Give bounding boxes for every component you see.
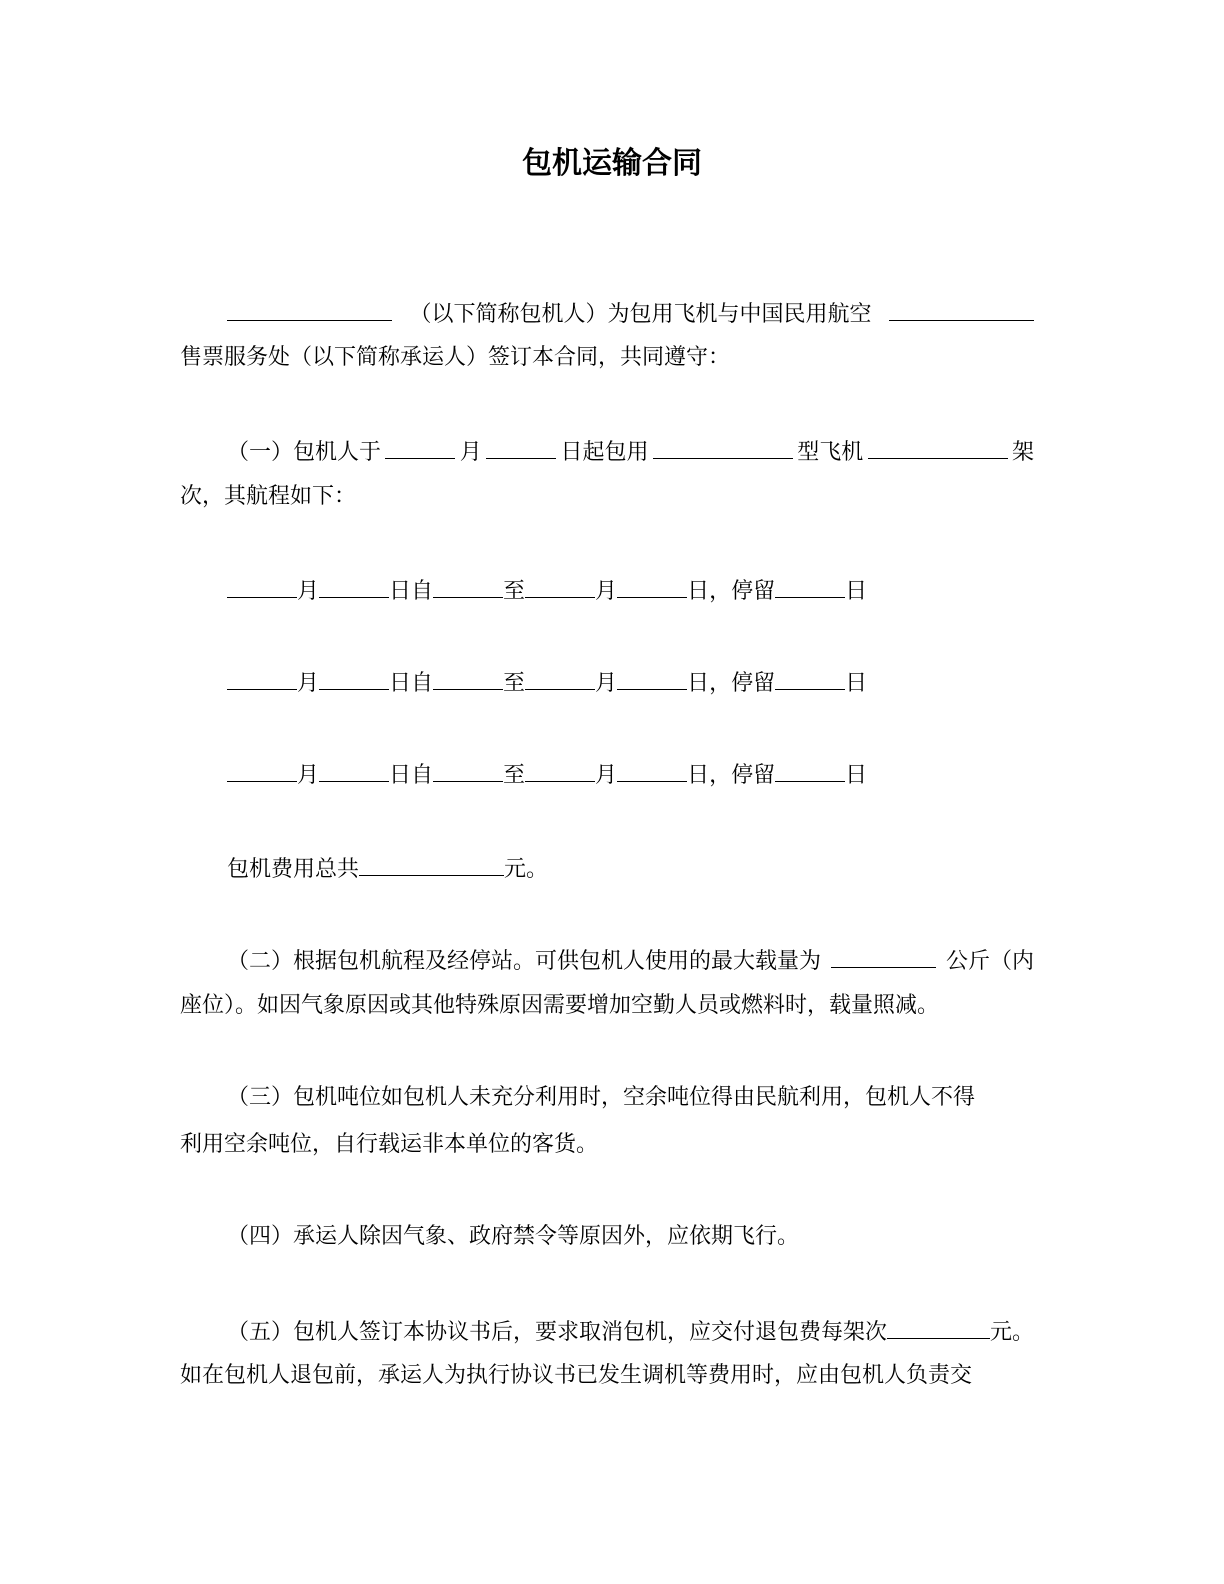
itinerary-month2: 月 [595,579,618,604]
clause-3-line-2 [180,1129,1040,1161]
itinerary-to: 至 [503,671,526,696]
itinerary-stay-blank[interactable] [775,573,845,598]
clause-1-line-1 [227,434,1034,469]
clause-5-text-2: 如在包机人退包前，承运人为执行协议书已发生调机等费用时，应由包机人负责交 [180,1363,973,1388]
itinerary-month2-blank[interactable] [525,573,595,598]
itinerary-day-blank[interactable] [319,573,389,598]
itinerary-day2-blank[interactable] [617,665,687,690]
itinerary-day-blank[interactable] [319,665,389,690]
clause-2-text-2: 座位）。如因气象原因或其他特殊原因需要增加空勤人员或燃料时，载量照减。 [180,993,940,1018]
fee-amount-blank[interactable] [359,851,504,876]
itinerary-month-blank[interactable] [227,573,297,598]
itinerary-day-stay: 日，停留 [687,579,776,604]
clause-2-line-2 [180,990,1040,1022]
itinerary-month2: 月 [595,763,618,788]
itinerary-day2-blank[interactable] [617,757,687,782]
aircraft-model-blank[interactable] [653,434,793,459]
clause-3-line-1 [227,1082,1034,1114]
clause-2-line-1 [227,943,1034,978]
itinerary-month: 月 [297,671,320,696]
itinerary-day-from: 日自 [389,671,434,696]
clause-5-text-1: （五）包机人签订本协议书后，要求取消包机，应交付退包费每架次 [227,1320,888,1345]
itinerary-month2-blank[interactable] [525,665,595,690]
itinerary-row-1 [227,573,1087,608]
itinerary-day: 日 [845,763,868,788]
clause-1-prefix: （一）包机人于 [227,440,382,465]
itinerary-month2: 月 [595,671,618,696]
clause-2-unit: 公斤（内 [945,949,1034,974]
itinerary-day-blank[interactable] [319,757,389,782]
clause-1-day-from: 日起包用 [560,440,649,465]
itinerary-day-from: 日自 [389,763,434,788]
clause-5-line-1 [227,1314,1034,1349]
fee-prefix: 包机费用总共 [227,857,360,882]
itinerary-day-stay: 日，停留 [687,671,776,696]
clause-1-count: 架 [1011,440,1034,465]
itinerary-stay-blank[interactable] [775,757,845,782]
clause-3-text-2: 利用空余吨位，自行载运非本单位的客货。 [180,1132,599,1157]
clause-1-line-2 [180,481,1040,513]
itinerary-row-2 [227,665,1087,700]
itinerary-month2-blank[interactable] [525,757,595,782]
intro-line-1 [227,296,1034,331]
start-month-blank[interactable] [385,434,455,459]
clause-5-line-2 [180,1360,1040,1392]
itinerary-to: 至 [503,579,526,604]
start-day-blank[interactable] [486,434,556,459]
clause-1-model: 型飞机 [797,440,864,465]
cancel-fee-blank[interactable] [887,1314,990,1339]
intro-text-2: 售票服务处（以下简称承运人）签订本合同，共同遵守： [180,345,731,370]
document-title: 包机运输合同 [522,146,702,181]
clause-4-line-1 [227,1221,1087,1253]
clause-3-text-1: （三）包机吨位如包机人未充分利用时，空余吨位得由民航利用，包机人不得 [227,1085,976,1110]
itinerary-day: 日 [845,579,868,604]
clause-1-month: 月 [459,440,482,465]
intro-text-1: （以下简称包机人）为包用飞机与中国民用航空 [409,302,872,327]
itinerary-origin-blank[interactable] [433,757,503,782]
itinerary-month-blank[interactable] [227,665,297,690]
itinerary-origin-blank[interactable] [433,665,503,690]
itinerary-day: 日 [845,671,868,696]
intro-line-2 [180,342,1040,374]
charterer-name-blank[interactable] [227,296,392,321]
clause-4-text-1: （四）承运人除因气象、政府禁令等原因外，应依期飞行。 [227,1224,800,1249]
itinerary-to: 至 [503,763,526,788]
clause-1-cont: 次，其航程如下： [180,484,357,509]
aircraft-count-blank[interactable] [868,434,1008,459]
clause-5-unit: 元。 [989,1320,1034,1345]
itinerary-month-blank[interactable] [227,757,297,782]
max-load-blank[interactable] [831,943,936,968]
itinerary-month: 月 [297,579,320,604]
itinerary-day2-blank[interactable] [617,573,687,598]
fee-suffix: 元。 [504,857,549,882]
itinerary-origin-blank[interactable] [433,573,503,598]
itinerary-month: 月 [297,763,320,788]
itinerary-day-stay: 日，停留 [687,763,776,788]
itinerary-stay-blank[interactable] [775,665,845,690]
clause-2-text-1: （二）根据包机航程及经停站。可供包机人使用的最大载量为 [227,949,822,974]
itinerary-day-from: 日自 [389,579,434,604]
ticket-office-blank[interactable] [889,296,1034,321]
itinerary-row-3 [227,757,1087,792]
fee-line [227,851,1087,886]
